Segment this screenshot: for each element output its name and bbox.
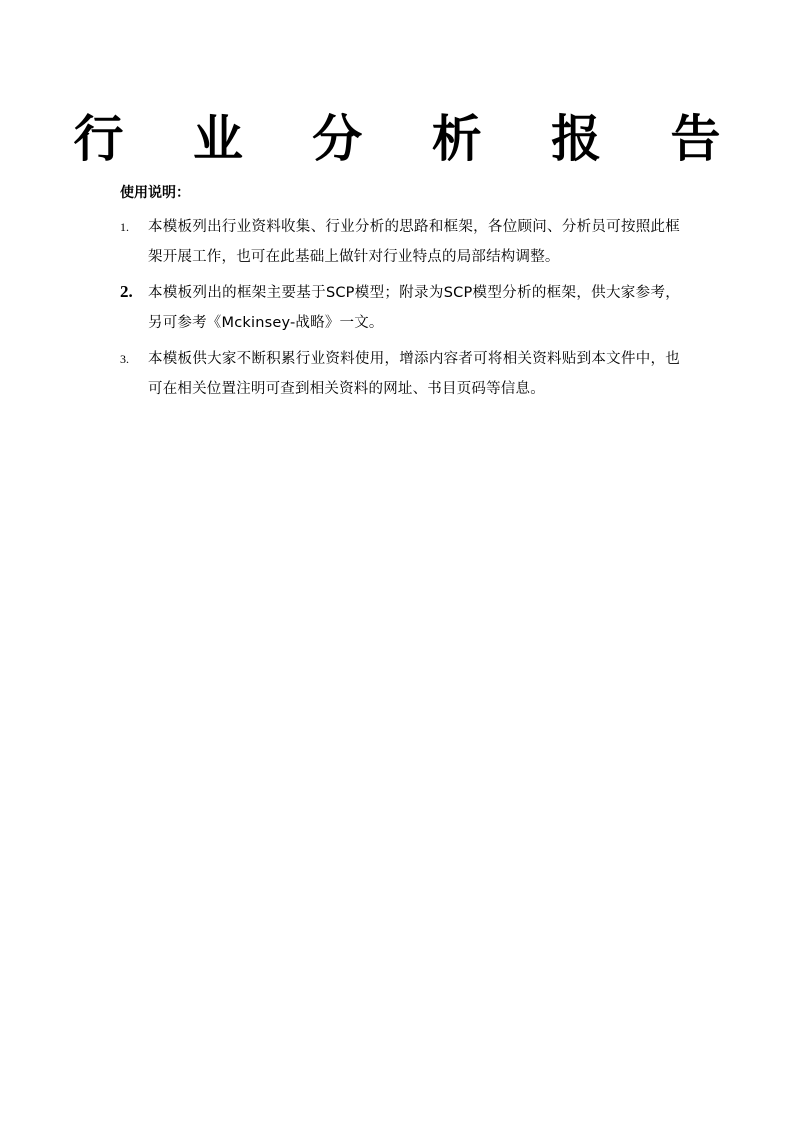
list-item-number: 2. (120, 282, 133, 301)
instruction-list (120, 212, 680, 410)
usage-heading: 使用说明： (120, 185, 190, 201)
list-item (120, 212, 680, 272)
list-item-number: 3. (120, 352, 129, 366)
list-item (120, 344, 680, 404)
list-item-text: 本模板列出行业资料收集、行业分析的思路和框架，各位顾问、分析员可按照此框架开展工作，也可在此基础上做针对行业特点的局部结构调整。 (148, 219, 680, 265)
list-item-number: 1. (120, 220, 129, 234)
list-item-text: 本模板供大家不断积累行业资料使用，增添内容者可将相关资料贴到本文件中，也可在相关位置注明可查到相关资料的网址、书目页码等信息。 (148, 351, 680, 397)
page-title: 行 业 分 析 报 告 (73, 110, 747, 168)
list-item (120, 278, 680, 338)
list-item-text: 本模板列出的框架主要基于SCP模型；附录为SCP模型分析的框架，供大家参考，另可参考《Mckinsey-战略》一文。 (148, 285, 680, 331)
